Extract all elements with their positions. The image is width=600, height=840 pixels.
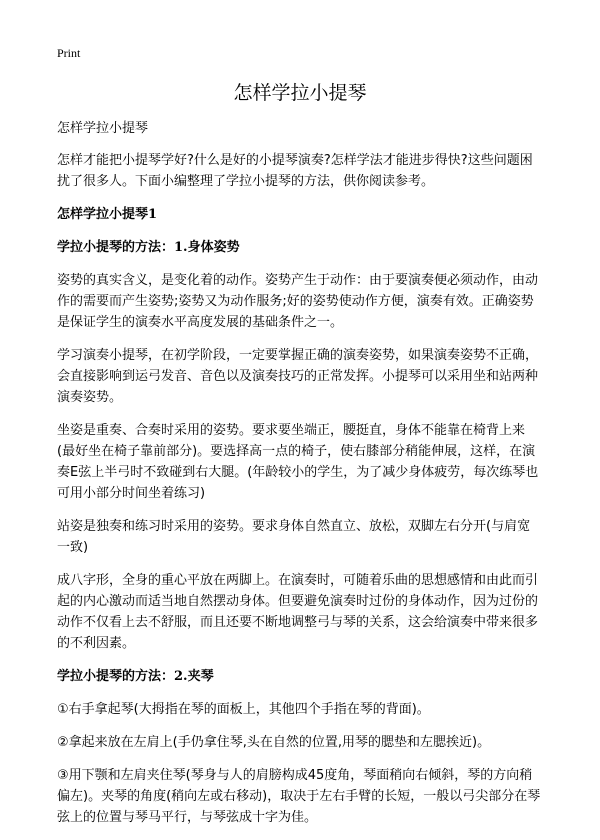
intro-paragraph: 怎样才能把小提琴学好?什么是好的小提琴演奏?怎样学法才能进步得快?这些问题困扰了很多人。下面小编整理了学拉小提琴的方法，供你阅读参考。 <box>57 153 533 189</box>
paragraph-body-movement: 成八字形，全身的重心平放在两脚上。在演奏时，可随着乐曲的思想感情和由此而引起的内心激动而适当地自然摆动身体。但要避免演奏时过份的身体动作，因为过份的动作不仅看上去不舒服，而且还要不断地调整弓与琴的关系，这会给演奏中带来很多的不利因素。 <box>57 573 539 651</box>
step-1: ①右手拿起琴(大拇指在琴的面板上，其他四个手指在琴的背面)。 <box>57 702 430 717</box>
method2-heading: 学拉小提琴的方法：2.夹琴 <box>57 669 214 684</box>
step-2: ②拿起来放在左肩上(手仍拿住琴,头在自然的位置,用琴的腮垫和左腮挨近)。 <box>57 735 491 750</box>
print-label[interactable]: Print <box>57 46 81 60</box>
page-title: 怎样学拉小提琴 <box>233 82 367 104</box>
step-3: ③用下颚和左肩夹住琴(琴身与人的肩膀构成45度角，琴面稍向右倾斜，琴的方向稍偏左)。夹琴的角度(稍向左或右移动)，取决于左右手臂的长短，一般以弓尖部分在琴弦上的位置与琴马平行，与琴弦成十字为佳。 <box>57 768 541 825</box>
paragraph-sitting-posture: 坐姿是重奏、合奏时采用的姿势。要求要坐端正，腰挺直，身体不能靠在椅背上来(最好坐在椅子靠前部分)。要选择高一点的椅子，使右膝部分稍能伸展，这样，在演奏E弦上半弓时不致碰到右大腿。(年龄较小的学生，为了减少身体疲劳，每次练琴也可用小部分时间坐着练习) <box>57 423 539 501</box>
paragraph-posture-meaning: 姿势的真实含义，是变化着的动作。姿势产生于动作：由于要演奏便必须动作，由动作的需要而产生姿势;姿势又为动作服务;好的姿势使动作方便，演奏有效。正确姿势是保证学生的演奏水平高度发展的基础条件之一。 <box>57 273 539 330</box>
paragraph-posture-importance: 学习演奏小提琴，在初学阶段，一定要掌握正确的演奏姿势，如果演奏姿势不正确，会直接影响到运弓发音、音色以及演奏技巧的正常发挥。小提琴可以采用坐和站两种演奏姿势。 <box>57 348 539 405</box>
paragraph-standing-posture: 站姿是独奏和练习时采用的姿势。要求身体自然直立、放松，双脚左右分开(与肩宽一致) <box>57 519 531 555</box>
article-body <box>57 118 543 840</box>
subtitle: 怎样学拉小提琴 <box>57 121 149 136</box>
method1-heading: 学拉小提琴的方法：1.身体姿势 <box>57 240 240 255</box>
section-heading: 怎样学拉小提琴1 <box>57 207 158 222</box>
